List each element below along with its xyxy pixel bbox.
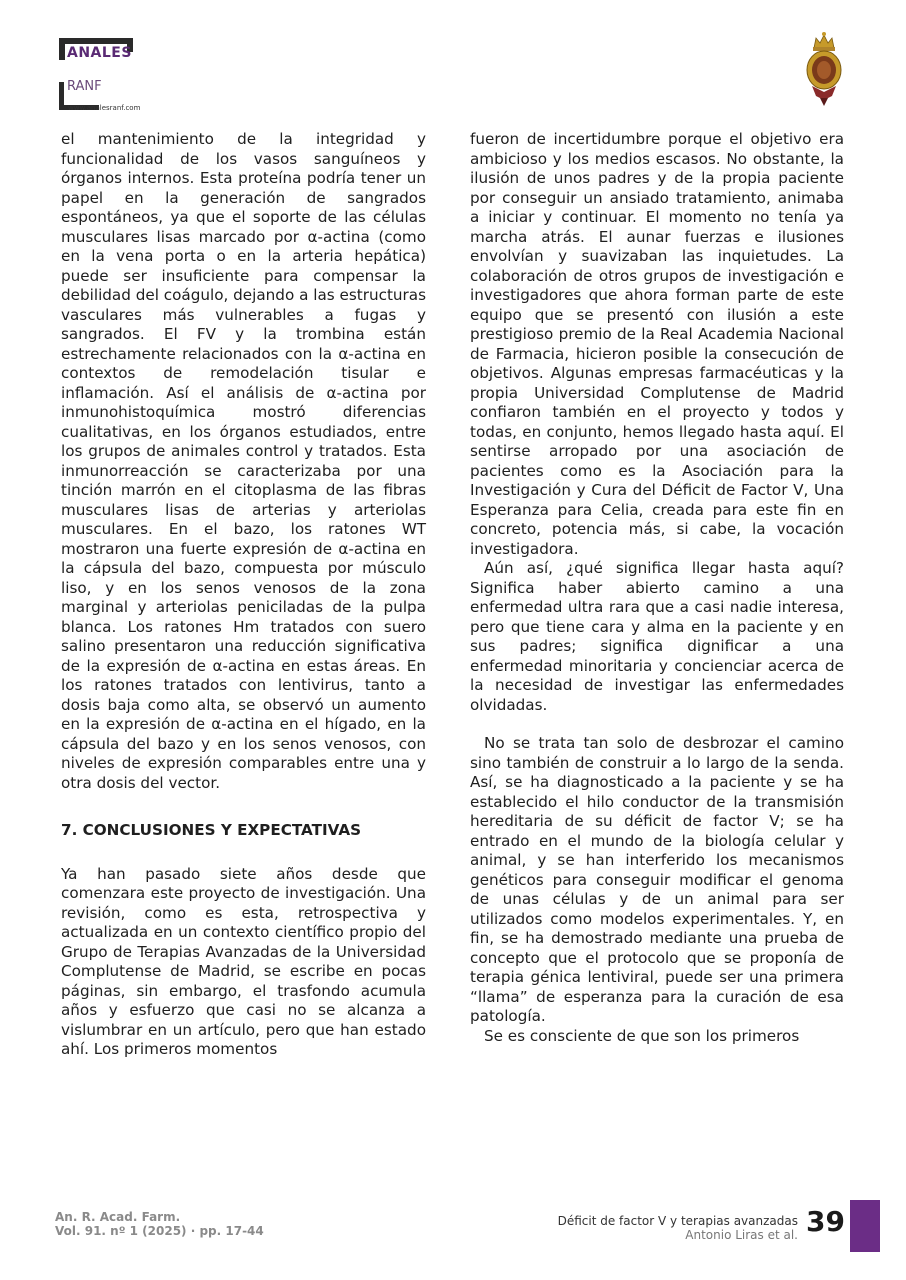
journal-citation [55, 1210, 264, 1238]
logo-bar [59, 38, 133, 44]
body-paragraph: Aún así, ¿qué significa llegar hasta aquí? Significa haber abierto camino a una enfermedad ultra rara que a casi nadie interesa, pero que tiene cara y alma en la paciente y en sus padres; significa dignificar a una enfermedad minoritaria y concienciar acerca de la necesidad de investigar las enfermedades olvidadas. [470, 559, 844, 714]
journal-volume: Vol. 91. nº 1 (2025) · pp. 17-44 [55, 1224, 264, 1238]
journal-name: An. R. Acad. Farm. [55, 1210, 181, 1224]
logo-anales-text: ANALES [67, 45, 132, 61]
logo-bar [59, 38, 65, 60]
page-number: 39 [806, 1205, 845, 1238]
logo-ranf-text: RANF [67, 79, 102, 94]
logo-url: www.analesranf.com [68, 104, 141, 112]
body-paragraph: el mantenimiento de la integridad y funcionalidad de los vasos sanguíneos y órganos internos. Esta proteína podría tener un papel en la generación de sangrados espontáneos, ya que el soporte de las células musculares lisas marcado por α-actina (como en la vena porta o en la arteria hepática) puede ser insuficiente para compensar la debilidad del coágulo, dejando a las estructuras vasculares más vulnerables a fugas y sangrados. El FV y la trombina están estrechamente relacionados con la α-actina en contextos de remodelación tisular e inflamación. Así el análisis de α-actina por inmunohistoquímica mostró diferencias cualitativas, en los órganos estudiados, entre los grupos de animales control y tratados. Esta inmunorreacción se caracterizaba por una tinción marrón en el citoplasma de las fibras musculares lisas de arterias y arteriolas musculares. En el bazo, los ratones WT mostraron una fuerte expresión de α-actina en la cápsula del bazo, compuesta por músculo liso, y en los senos venosos de la zona marginal y arteriolas peniciladas de la pulpa blanca. Los ratones Hm tratados con suero salino presentaron una reducción significativa de la expresión de α-actina en estas áreas. En los ratones tratados con lentivirus, tanto a dosis baja como alta, se observó un aumento en la expresión de α-actina en el hígado, en la cápsula del bazo y en los senos venosos, con niveles de expresión comparables entre una y otra dosis del vector. [61, 130, 426, 792]
body-paragraph: Ya han pasado siete años desde que comenzara este proyecto de investigación. Una revisión, como es esta, retrospectiva y actualizada en un contexto científico propio del Grupo de Terapias Avanzadas de la Universidad Complutense de Madrid, se escribe en pocas páginas, sin embargo, el trasfondo acumula años y esfuerzo que casi no se alcanza a vislumbrar en un artículo, pero que han estado ahí. Los primeros momentos [61, 864, 426, 1058]
page-tab-accent [850, 1200, 880, 1252]
running-authors: Antonio Liras et al. [685, 1228, 798, 1242]
section-heading: 7. CONCLUSIONES Y EXPECTATIVAS [61, 821, 362, 839]
journal-logo [55, 38, 175, 118]
left-column [61, 130, 426, 1060]
body-paragraph: fueron de incertidumbre porque el objetivo era ambicioso y los medios escasos. No obstante, la ilusión de unos padres y de la propia paciente por conseguir un ansiado tratamiento, animaba a iniciar y continuar. El momento no tenía ya marcha atrás. El aunar fuerzas e ilusiones envolvían y suavizaban las inquietudes. La colaboración de otros grupos de investigación e investigadores que ahora forman parte de este equipo que se presentó con ilusión a este prestigioso premio de la Real Academia Nacional de Farmacia, hicieron posible la consecución de objetivos. Algunas empresas farmacéuticas y la propia Universidad Complutense de Madrid confiaron también en el proyecto y todos y todas, en conjunto, hemos llegado hasta aquí. El sentirse arropado por una asociación de pacientes como es la Asociación para la Investigación y Cura del Déficit de Factor V, Una Esperanza para Celia, creada para este fin en concreto, potencia más, si cabe, la vocación investigadora. [470, 130, 844, 558]
running-header [558, 1214, 798, 1242]
right-column [470, 130, 844, 1046]
body-paragraph: No se trata tan solo de desbrozar el camino sino también de construir a lo largo de la senda. Así, se ha diagnosticado a la paciente y se ha establecido el hilo conductor de la transmisión hereditaria de su déficit de factor V; se ha entrado en el mundo de la biología celular y animal, y se han interferido los mecanismos genéticos para conseguir modificar el genoma de unas células y de un animal para ser utilizados como modelos experimentales. Y, en fin, se ha demostrado mediante una prueba de concepto que el protocolo que se proponía de terapia génica lentiviral, puede ser una primera “llama” de esperanza para la curación de esa patología. [470, 734, 844, 1025]
body-paragraph: Se es consciente de que son los primeros [484, 1026, 800, 1045]
academy-crest-icon [802, 30, 846, 106]
running-title: Déficit de factor V y terapias avanzadas [557, 1214, 798, 1228]
